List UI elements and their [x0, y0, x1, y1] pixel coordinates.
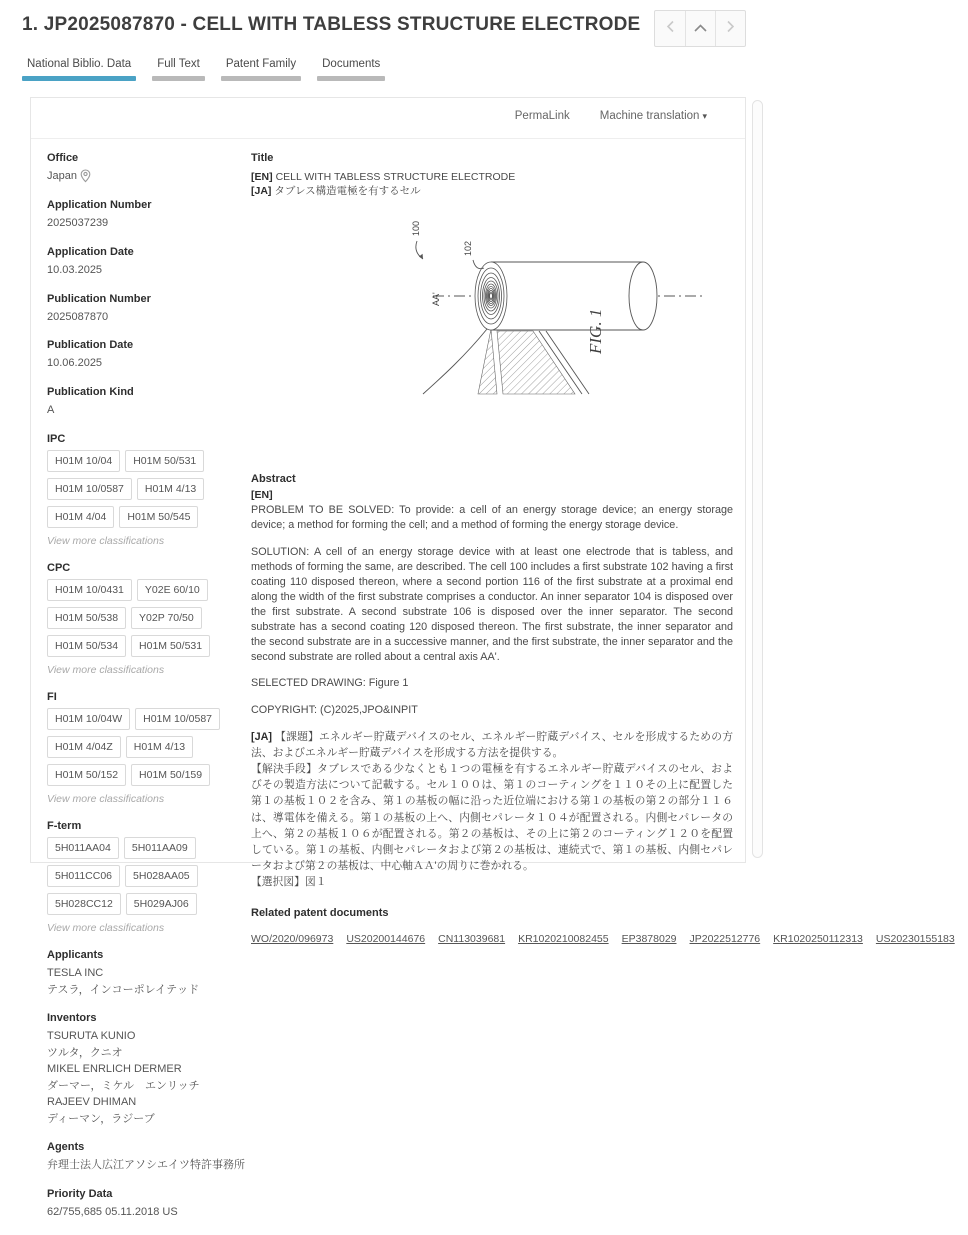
back-to-list-button[interactable] — [685, 11, 715, 46]
inventor-name: ダーマー，ミケル エンリッチ — [47, 1079, 200, 1092]
cpc-code-chip[interactable]: H01M 50/531 — [131, 635, 210, 657]
cpc-code-chip[interactable]: Y02E 60/10 — [137, 579, 208, 601]
field-application-date: Application Date 10.03.2025 — [47, 246, 249, 278]
ipc-code-chip[interactable]: H01M 50/545 — [119, 506, 198, 528]
view-more-classifications-link[interactable]: View more classifications — [47, 793, 165, 806]
field-office: Office Japan — [47, 152, 249, 184]
fterm-code-chip[interactable]: 5H011AA09 — [124, 837, 196, 859]
related-patent-link[interactable]: KR1020250112313 — [773, 932, 863, 945]
fi-code-chip[interactable]: H01M 4/04Z — [47, 736, 121, 758]
publication-kind-value: A — [47, 404, 55, 417]
cpc-code-chip[interactable]: H01M 10/0431 — [47, 579, 132, 601]
applicant-name: TESLA INC — [47, 967, 104, 980]
chevron-up-icon — [693, 20, 708, 38]
related-patent-link[interactable]: EP3878029 — [621, 932, 677, 945]
tab-bar — [22, 58, 385, 81]
inventor-name: ディーマン，ラジーブ — [47, 1112, 155, 1125]
abstract-en-solution: SOLUTION: A cell of an energy storage device with at least one electrode that is tabless, and methods of forming the same, are described. The cell 100 includes a first substrate 102 having a first coating 110 disposed thereon, where a second portion 116 of the first substrate at a proximal end along the width of the first substrate comprises a conductor. An inner separator 104 is disposed over the first substrate. A second substrate 106 is disposed over the inner separator. The second substrate has a second coating 120 disposed thereon. The first substrate, the inner separator and the second substrate are in a successive manner, and the first substrate, the inner separator and the second substrate are rolled about a central axis AA'. — [251, 545, 733, 664]
abstract-ja: [JA] 【課題】エネルギー貯蔵デバイスのセル、エネルギー貯蔵デバイス、セルを形成するための方法、およびエネルギー貯蔵デバイスを形成する方法を提供する。 【解決手段】タブレスである少なくとも１つの電極を有するエネルギー貯蔵デバイスのセル、およびその製造方法について記載する。セル１００は、第１のコーティングを１１０その上に配置した第１の基板１０２を含み、第１の基板の幅に沿った近位端における第１の基板の第２の部分１１６は、導電体を備える。第１の基板の上へ、内側セパレータ１０４が配置される。内側セパレータの上へ、第２の基板１０６が配置される。第２の基板は、その上に第２のコーティング１２０を配置している。第１の基板、内側セパレータおよび第２の基板は、連続式で、第１の基板、内側セパレータおよび第２の基板は、中心軸ＡＡ'の周りに巻かれる。 【選択図】図１ — [251, 730, 733, 889]
field-publication-kind: Publication Kind A — [47, 386, 249, 418]
ipc-code-chip[interactable]: H01M 10/04 — [47, 450, 120, 472]
inventor-name: MIKEL ENRLICH DERMER — [47, 1063, 182, 1076]
caret-down-icon: ▾ — [702, 111, 707, 121]
tab-documents[interactable]: Documents — [317, 58, 385, 81]
inventor-name: TSURUTA KUNIO — [47, 1030, 136, 1043]
inventor-name: RAJEEV DHIMAN — [47, 1096, 137, 1109]
fi-code-chip[interactable]: H01M 4/13 — [126, 736, 193, 758]
related-patent-link[interactable]: US20230155183 — [875, 932, 955, 945]
patent-drawing-figure-1 — [403, 208, 733, 398]
biblio-left-column — [47, 152, 249, 1235]
chevron-right-icon — [725, 20, 736, 38]
biblio-right-column — [251, 152, 955, 950]
publication-number-value: 2025087870 — [47, 310, 109, 323]
next-result-button[interactable] — [715, 11, 745, 46]
ipc-code-chip[interactable]: H01M 4/04 — [47, 506, 114, 528]
figure-ref-102: 102 — [463, 241, 473, 257]
related-patent-documents-section: Related patent documents WO/2020/096973 US20200144676 CN113039681 KR1020210082455 EP3878029 JP2022512776 KR1020250112313 US20230155183 — [251, 906, 955, 945]
view-more-classifications-link[interactable]: View more classifications — [47, 664, 165, 677]
fterm-code-chip[interactable]: 5H028CC12 — [47, 893, 121, 915]
field-fterm-classifications: F-term 5H011AA04 5H011AA09 5H011CC06 5H028AA05 5H028CC12 5H029AJ06 View more classifications — [47, 820, 249, 934]
permalink-button[interactable]: PermaLink — [514, 110, 570, 122]
tab-national-biblio-data[interactable]: National Biblio. Data — [22, 58, 136, 81]
field-publication-number: Publication Number 2025087870 — [47, 293, 249, 325]
machine-translation-dropdown[interactable]: Machine translation ▾ — [599, 110, 707, 122]
fterm-code-chip[interactable]: 5H011AA04 — [47, 837, 119, 859]
cpc-code-chip[interactable]: Y02P 70/50 — [131, 607, 202, 629]
field-fi-classifications: FI H01M 10/04W H01M 10/0587 H01M 4/04Z H01M 4/13 H01M 50/152 H01M 50/159 View more classifications — [47, 691, 249, 805]
card-toolbar — [515, 110, 707, 122]
field-inventors: Inventors TSURUTA KUNIO ツルタ，クニオ MIKEL ENRLICH DERMER ダーマー，ミケル エンリッチ RAJEEV DHIMAN ディーマン，ラジーブ — [47, 1012, 249, 1126]
priority-data-value: 62/755,685 05.11.2018 US — [47, 1205, 178, 1218]
agent-name: 弁理士法人広江アソシエイツ特許事務所 — [47, 1159, 245, 1172]
title-section: Title [EN] CELL WITH TABLESS STRUCTURE ELECTRODE [JA] タブレス構造電極を有するセル — [251, 152, 733, 198]
page-title: 1. JP2025087870 - CELL WITH TABLESS STRUCTURE ELECTRODE — [22, 14, 641, 35]
fterm-code-chip[interactable]: 5H028AA05 — [125, 865, 198, 887]
field-applicants: Applicants TESLA INC テスラ，インコーポレイテッド — [47, 949, 249, 997]
application-number-value: 2025037239 — [47, 216, 109, 229]
map-pin-icon[interactable] — [80, 169, 91, 183]
abstract-selected-drawing: SELECTED DRAWING: Figure 1 — [251, 677, 409, 690]
title-ja: [JA] タブレス構造電極を有するセル — [251, 185, 421, 198]
figure-ref-100: 100 — [411, 221, 421, 237]
abstract-copyright: COPYRIGHT: (C)2025,JPO&INPIT — [251, 703, 418, 716]
related-patent-link[interactable]: US20200144676 — [346, 932, 426, 945]
ipc-code-chip[interactable]: H01M 50/531 — [125, 450, 204, 472]
figure-axis-label: AA' — [431, 292, 441, 307]
applicant-name: テスラ，インコーポレイテッド — [47, 983, 200, 996]
office-value: Japan — [47, 170, 77, 182]
tab-full-text[interactable]: Full Text — [152, 58, 205, 81]
fi-code-chip[interactable]: H01M 10/0587 — [135, 708, 220, 730]
related-patent-link[interactable]: KR1020210082455 — [518, 932, 609, 945]
toolbar-separator — [31, 138, 745, 139]
fi-code-chip[interactable]: H01M 10/04W — [47, 708, 130, 730]
field-agents: Agents 弁理士法人広江アソシエイツ特許事務所 — [47, 1141, 249, 1173]
field-ipc-classifications: IPC H01M 10/04 H01M 50/531 H01M 10/0587 H01M 4/13 H01M 4/04 H01M 50/545 View more classifications — [47, 433, 249, 547]
inventor-name: ツルタ，クニオ — [47, 1046, 123, 1059]
related-patent-link[interactable]: CN113039681 — [438, 932, 506, 945]
abstract-en-problem: PROBLEM TO BE SOLVED: To provide: a cell of an energy storage device; an energy storage device; a method for forming the cell; and a method of forming the energy storage device. — [251, 504, 733, 532]
field-cpc-classifications: CPC H01M 10/0431 Y02E 60/10 H01M 50/538 Y02P 70/50 H01M 50/534 H01M 50/531 View more classifications — [47, 562, 249, 676]
view-more-classifications-link[interactable]: View more classifications — [47, 535, 165, 548]
chevron-left-icon — [665, 20, 676, 38]
cpc-code-chip[interactable]: H01M 50/534 — [47, 635, 126, 657]
figure-caption: FIG. 1 — [586, 309, 605, 355]
view-more-classifications-link[interactable]: View more classifications — [47, 922, 165, 935]
title-en: [EN] CELL WITH TABLESS STRUCTURE ELECTRODE — [251, 171, 516, 183]
cpc-code-chip[interactable]: H01M 50/538 — [47, 607, 126, 629]
fterm-code-chip[interactable]: 5H011CC06 — [47, 865, 120, 887]
field-priority-data: Priority Data 62/755,685 05.11.2018 US — [47, 1188, 249, 1220]
tab-patent-family[interactable]: Patent Family — [221, 58, 301, 81]
result-navigation — [654, 10, 746, 47]
field-publication-date: Publication Date 10.06.2025 — [47, 339, 249, 371]
previous-result-button[interactable] — [655, 11, 685, 46]
vertical-scrollbar[interactable] — [752, 100, 763, 858]
related-patent-link[interactable]: WO/2020/096973 — [251, 932, 334, 945]
ipc-code-chip[interactable]: H01M 10/0587 — [47, 478, 132, 500]
application-date-value: 10.03.2025 — [47, 263, 103, 276]
fi-code-chip[interactable]: H01M 50/159 — [131, 764, 210, 786]
abstract-en-tag: [EN] — [251, 489, 273, 502]
publication-date-value: 10.06.2025 — [47, 357, 103, 370]
abstract-section: Abstract [EN] PROBLEM TO BE SOLVED: To provide: a cell of an energy storage device; an energy storage device; a method for forming the cell; and a method of forming the energy storage device. SOLUTION: A cell of an energy storage device with at least one electrode that is tabless, and methods of forming the same, are described. The cell 100 includes a first substrate 102 having a first coating 110 disposed thereon, where a second portion 116 of the first substrate at a proximal end along the width of the first substrate comprises a conductor. An inner separator 104 is disposed over the first substrate. A second substrate 106 is disposed over the inner separator. The second substrate has a second coating 120 disposed thereon. The first substrate, the inner separator and the second substrate are in a successive manner, and the first substrate, the inner separator and the second substrate are rolled about a central axis AA'. SELECTED DRAWING: Figure 1 COPYRIGHT: (C)2025,JPO&INPIT [JA] 【課題】エネルギー貯蔵デバイスのセル、エネルギー貯蔵デバイス、セルを形成するための方法、およびエネルギー貯蔵デバイスを形成する方法を提供する。 【解決手段】タブレスである少なくとも１つの電極を有するエネルギー貯蔵デバイスのセル、およびその製造方法について記載する。セル１００は、第１のコーティングを１１０その上に配置した第１の基板１０２を含み、第１の基板の幅に沿った近位端における第１の基板の第２の部分１１６は、導電体を備える。第１の基板の上へ、内側セパレータ１０４が配置される。内側セパレータの上へ、第２の基板１０６が配置される。第２の基板は、その上に第２のコーティング１２０を配置している。第１の基板、内側セパレータおよび第２の基板は、連続式で、第１の基板、内側セパレータおよび第２の基板は、中心軸ＡＡ'の周りに巻かれる。 【選択図】図１ — [251, 473, 733, 890]
related-patent-link[interactable]: JP2022512776 — [689, 932, 761, 945]
fterm-code-chip[interactable]: 5H029AJ06 — [126, 893, 197, 915]
field-application-number: Application Number 2025037239 — [47, 199, 249, 231]
fi-code-chip[interactable]: H01M 50/152 — [47, 764, 126, 786]
biblio-data-card — [30, 97, 955, 1218]
ipc-code-chip[interactable]: H01M 4/13 — [137, 478, 204, 500]
